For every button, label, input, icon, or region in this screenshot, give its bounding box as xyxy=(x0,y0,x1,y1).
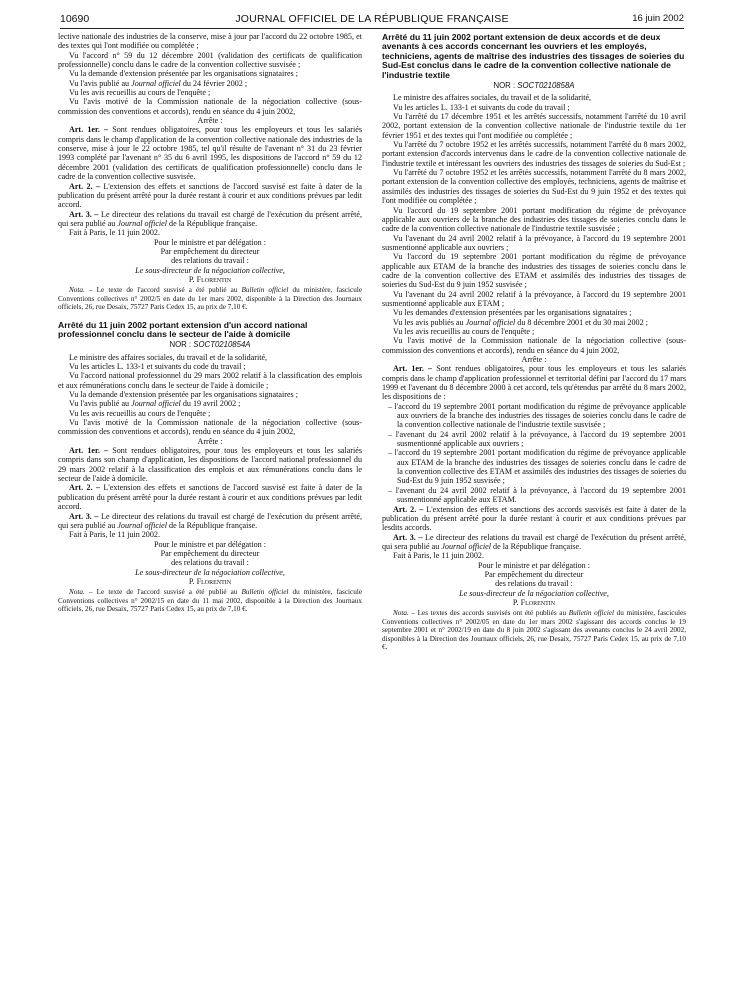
fait-a-paris: Fait à Paris, le 11 juin 2002. xyxy=(393,551,484,561)
list-item: – l'accord du 19 septembre 2001 portant modification du régime de prévoyance applicable aux ouvriers de la branche des industries des tissages de soieries conclu dans le cadre de la convention collective nationale de l'industrie textile susvisée ; xyxy=(388,401,686,430)
article-1: Art. 1er. – Sont rendues obligatoires, pour tous les employeurs et tous les salariés compris dans son champ d'application, les dispositions de l'accord national professionnel du 29 mars 2002 relatif à la classification des emplois et aux rémunérations conclu dans le secteur de l'aide à domicile. xyxy=(58,446,362,484)
list-item: – l'avenant du 24 avril 2002 relatif à la prévoyance, à l'accord du 19 septembre 2001 susmentionné applicable aux ouvriers ; xyxy=(388,429,686,449)
visa-avis-motive: Vu l'avis motivé de la Commission nationale de la négociation collective (sous-commission des conventions et accords), rendu en séance du 4 juin 2002, xyxy=(58,97,362,116)
article-3: Art. 3. – Le directeur des relations du travail est chargé de l'exécution du présent arrêté, qui sera publié au Journal officiel de la République française. xyxy=(382,532,686,551)
signature-line: Par empêchement du directeur xyxy=(160,548,260,558)
left-column xyxy=(58,32,362,613)
list-item: – l'accord du 19 septembre 2001 portant modification du régime de prévoyance applicable aux ETAM de la branche des industries des tissages de soieries conclu dans le cadre de la convention collective des ETAM et assimilés des industries des tissages de soieries du Sud-Est du 9 juin 1952 susvisée ; xyxy=(388,448,686,486)
visa-demande: Vu la demande d'extension présentée par les organisations signataires ; xyxy=(69,390,298,400)
list-item: – l'avenant du 24 avril 2002 relatif à la prévoyance, à l'accord du 19 septembre 2001 susmentionné applicable aux ETAM. xyxy=(388,485,686,505)
arrete-heading: Arrête : xyxy=(197,116,223,126)
article-2: Art. 2. – L'extension des effets et sanctions des accords susvisés est faite à dater de la publication du présent arrêté pour la durée restant à courir et aux conditions prévues par lesdits accords. xyxy=(382,504,686,533)
signature-line: des relations du travail : xyxy=(495,579,573,589)
article-1: Art. 1er. – Sont rendues obligatoires, pour tous les employeurs et tous les salariés compris dans le champ d'application professionnel et territorial défini par l'accord du 17 mars 1999 et l'avenant du 8 décembre 2000 à cet accord, tels qu'étendus par arrêté du 8 mars 2002, les dispositions de : xyxy=(382,364,686,402)
visa-avis-publie: Vu l'avis publié au Journal officiel du 19 avril 2002 ; xyxy=(69,399,241,409)
signature-line: des relations du travail : xyxy=(171,256,249,266)
visa-accord-etam: Vu l'accord du 19 septembre 2001 portant modification du régime de prévoyance applicable aux ETAM de la branche des industries des tissages de soieries conclu dans le cadre de la convention collective des ETAM et assimilés des industries des tissages de soieries du Sud-Est du 9 juin 1952 susvisée ; xyxy=(382,252,686,290)
visa-demandes: Vu les demandes d'extension présentées par les organisations signataires ; xyxy=(393,308,632,318)
fait-a-paris: Fait à Paris, le 11 juin 2002. xyxy=(69,228,160,238)
visa-accord-59: Vu l'accord n° 59 du 12 décembre 2001 (validation des certificats de qualification professionnelle) conclu dans le cadre de la convention collective susvisée ; xyxy=(58,50,362,70)
visa-enquete: Vu les avis recueillis au cours de l'enquête ; xyxy=(69,408,211,418)
visa-arrete-1951: Vu l'arrêté du 17 décembre 1951 et les arrêtés successifs, notamment l'arrêté du 10 avril 2002, portant extension de la convention collective nationale de l'industrie textile du 1er février 1951 et des textes qui l'ont modifiée ou complétée ; xyxy=(382,112,686,140)
fait-a-paris: Fait à Paris, le 11 juin 2002. xyxy=(69,530,160,540)
arrete-heading: Arrête : xyxy=(197,436,223,446)
visa-articles: Vu les articles L. 133-1 et suivants du code du travail ; xyxy=(69,362,246,371)
visa-arrete-1952-employes: Vu l'arrêté du 7 octobre 1952 et les arrêtés successifs, notamment l'arrêté du 8 mars 2002, portant extension de la convention collective des employés, techniciens, agents de maîtrise et assimilés des industries des tissages de soieries du Sud-Est du 9 juin 1952 et des textes qui l'ont modifiée ou complétée ; xyxy=(382,168,686,206)
signature-line: Pour le ministre et par délégation : xyxy=(154,237,266,247)
nota-note: Nota. – Le texte de l'accord susvisé a été publié au Bulletin officiel du ministère, fascicule Conventions collectives n° 2002/5 en date du 1er mars 2002, disponible à la Direction des Journaux officiels, 26, rue Desaix, 75727 Paris Cedex 15, au prix de 7,10 €. xyxy=(58,286,363,312)
page-header xyxy=(60,9,684,29)
signatory-title: Le sous-directeur de la négociation collective, xyxy=(135,265,285,275)
page-number: 10690 xyxy=(60,13,90,25)
article-3: Art. 3. – Le directeur des relations du travail est chargé de l'exécution du présent arrêté, qui sera publié au Journal officiel de la République française. xyxy=(58,511,362,530)
signatory-name: P. Florentin xyxy=(188,274,232,284)
visa-demande: Vu la demande d'extension présentée par les organisations signataires ; xyxy=(69,69,298,79)
ministre-line: Le ministre des affaires sociales, du travail et de la solidarité, xyxy=(69,352,268,362)
signatory-name: P. Florentin xyxy=(512,597,556,607)
journal-title: JOURNAL OFFICIEL DE LA RÉPUBLIQUE FRANÇAISE xyxy=(235,13,509,25)
signature-line: des relations du travail : xyxy=(171,558,249,568)
signatory-title: Le sous-directeur de la négociation collective, xyxy=(135,567,285,577)
visa-enquete: Vu les avis recueillis au cours de l'enquête ; xyxy=(393,326,535,336)
article-2: Art. 2. – L'extension des effets et sanctions de l'accord susvisé est faite à dater de la publication du présent arrêté pour la durée restant à courir et aux conditions prévues par ledit accord. xyxy=(58,483,362,512)
visa-avis-motive: Vu l'avis motivé de la Commission nationale de la négociation collective (sous-commission des conventions et accords), rendu en séance du 4 juin 2002, xyxy=(382,336,686,355)
decree-title-tissages-soieries: Arrêté du 11 juin 2002 portant extension de deux accords et de deux avenants à ces accords concernant les ouvriers et les employés, techniciens, agents de maîtrise des industries des tissages de soieries du Sud-Est conclus dans le cadre de la convention collective nationale de l'industrie textile xyxy=(382,32,685,80)
visa-avenant-ouvriers: Vu l'avenant du 24 avril 2002 relatif à la prévoyance, à l'accord du 19 septembre 2001 susmentionné applicable aux ouvriers ; xyxy=(382,233,686,252)
right-column xyxy=(382,32,686,651)
continued-paragraph: lective nationale des industries de la conserve, mise à jour par l'accord du 22 octobre 1985, et des textes qui l'ont modifiée ou complétée ; xyxy=(58,32,362,51)
issue-date: 16 juin 2002 xyxy=(632,13,684,24)
nor-reference: NOR : SOCT0210854A xyxy=(169,340,251,350)
visa-articles: Vu les articles L. 133-1 et suivants du code du travail ; xyxy=(393,102,570,112)
visa-avis-publies: Vu les avis publiés au Journal officiel du 8 décembre 2001 et du 30 mai 2002 ; xyxy=(393,317,648,327)
nota-note: Nota. – Les textes des accords susvisés ont été publiés au Bulletin officiel du ministère, fascicules Conventions collectives n° 2002/05 en date du 1er mars 2002 s'agissant des accords conclus le 19 septembre 2001 et n° 2002/19 en date du 8 juin 2002 s'agissant des avenants conclus le 24 avril 2002, disponibles à la Direction des Journaux officiels, 26, rue Desaix, 75727 Paris Cedex 15, au prix de 7,10 €. xyxy=(382,609,687,651)
signature-line: Pour le ministre et par délégation : xyxy=(154,539,266,549)
arrete-heading: Arrête : xyxy=(521,355,547,364)
visa-arrete-1952-ouvriers: Vu l'arrêté du 7 octobre 1952 et les arrêtés successifs, notamment l'arrêté du 8 mars 2002, portant extension d'accords intervenus dans le cadre de la convention collective nationale de l'industrie textile et intéressant les ouvriers des industries des tissages de soieries du Sud-Est ; xyxy=(382,140,686,168)
signature-line: Pour le ministre et par délégation : xyxy=(478,560,590,570)
nota-note: Nota. – Le texte de l'accord susvisé a été publié au Bulletin officiel du ministère, fascicule Conventions collectives n° 2002/15 en date du 11 mai 2002, disponible à la Direction des Journaux officiels, 26, rue Desaix, 75727 Paris Cedex 15, au prix de 7,10 €. xyxy=(58,588,363,614)
signature-line: Par empêchement du directeur xyxy=(484,569,584,579)
article-2: Art. 2. – L'extension des effets et sanctions de l'accord susvisé est faite à dater de la publication du présent arrêté pour la durée restant à courir et aux conditions prévues par ledit accord. xyxy=(58,181,362,210)
nor-reference: NOR : SOCT0210858A xyxy=(493,81,575,91)
signatory-title: Le sous-directeur de la négociation collective, xyxy=(459,588,609,598)
visa-avenant-etam: Vu l'avenant du 24 avril 2002 relatif à la prévoyance, à l'accord du 19 septembre 2001 susmentionné applicable aux ETAM ; xyxy=(382,289,686,308)
visa-accord: Vu l'accord national professionnel du 29 mars 2002 relatif à la classification des emplois et aux rémunérations conclu dans le secteur de l'aide à domicile ; xyxy=(58,371,362,390)
decree-title-aide-domicile: Arrêté du 11 juin 2002 portant extension d'un accord national professionnel conclu dans le secteur de l'aide à domicile xyxy=(58,319,308,339)
signature-line: Par empêchement du directeur xyxy=(160,246,260,256)
ministre-line: Le ministre des affaires sociales, du travail et de la solidarité, xyxy=(393,93,592,103)
visa-accord-ouvriers: Vu l'accord du 19 septembre 2001 portant modification du régime de prévoyance applicable aux ouvriers de la branche des industries des tissages de soieries conclu dans le cadre de la convention collective nationale de l'industrie textile susvisée ; xyxy=(382,205,686,234)
visa-avis-motive: Vu l'avis motivé de la Commission nationale de la négociation collective (sous-commission des conventions et accords), rendu en séance du 4 juin 2002, xyxy=(58,418,362,437)
article-3: Art. 3. – Le directeur des relations du travail est chargé de l'exécution du présent arrêté, qui sera publié au Journal officiel de la République française. xyxy=(58,209,362,228)
article-1: Art. 1er. – Sont rendues obligatoires, pour tous les employeurs et tous les salariés compris dans le champ d'application de la convention collective nationale des industries de la conserve, mise à jour le 22 octobre 1985, tel qu'il résulte de l'avenant n° 31 du 23 février 1993 complété par l'avenant n° 35 du 6 avril 1995, les dispositions de l'accord n° 59 du 12 décembre 2001 (validation des certificats de qualification professionnelle) conclu dans le cadre de la convention collective susvisée. xyxy=(58,125,362,182)
visa-avis-publie: Vu l'avis publié au Journal officiel du 24 février 2002 ; xyxy=(69,78,248,88)
visa-enquete: Vu les avis recueillis au cours de l'enquête ; xyxy=(69,88,211,98)
header-rule xyxy=(60,28,684,29)
signatory-name: P. Florentin xyxy=(188,576,232,586)
